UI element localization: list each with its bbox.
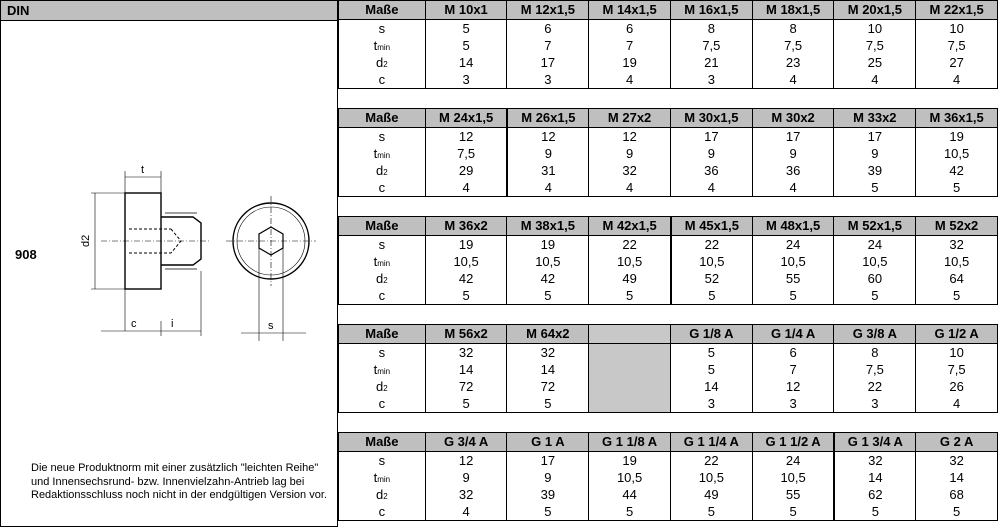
table-cell: 55: [752, 486, 834, 503]
table-cell: 4: [506, 179, 588, 196]
table-cell: 7: [752, 361, 834, 378]
row-label-text: c: [378, 72, 386, 87]
row-label: [339, 378, 425, 395]
table-cell: 10,5: [915, 253, 997, 270]
table-row: [339, 253, 997, 270]
table-cell: 10,5: [425, 253, 507, 270]
table-cell: [588, 395, 670, 412]
table-cell: 5: [752, 287, 834, 304]
table-row: [339, 145, 997, 162]
table-cell: 4: [425, 503, 507, 520]
table-cell: 7,5: [670, 37, 752, 54]
table-cell: 5: [670, 287, 752, 304]
row-label: [339, 217, 425, 235]
row-label-text: t: [373, 470, 378, 485]
row-label-text: d: [376, 55, 384, 70]
table-cell: 27: [915, 54, 997, 71]
table-cell: 19: [915, 128, 997, 145]
table-cell: 22: [833, 378, 915, 395]
size-header-cell: M 36x1,5: [915, 109, 997, 127]
size-table-group: [338, 324, 998, 413]
table-cell: 4: [425, 179, 507, 196]
size-header-cell: M 26x1,5: [506, 109, 588, 127]
table-cell: 5: [425, 37, 507, 54]
table-cell: 60: [833, 270, 915, 287]
table-cell: 4: [915, 395, 997, 412]
size-header-cell: M 38x1,5: [506, 217, 588, 235]
size-table-group: [338, 108, 998, 197]
table-cell: 10,5: [915, 145, 997, 162]
table-row: [339, 395, 997, 412]
row-label: [339, 361, 425, 378]
table-cell: 9: [670, 145, 752, 162]
table-row: [339, 54, 997, 71]
table-cell: 7: [588, 37, 670, 54]
size-header-cell: M 14x1,5: [588, 1, 670, 19]
row-label-subscript: 2: [383, 276, 388, 285]
row-label: [339, 179, 425, 196]
table-cell: 7,5: [915, 37, 997, 54]
table-cell: 14: [833, 469, 915, 486]
table-cell: 4: [752, 179, 834, 196]
row-label: [339, 128, 425, 145]
din-header: [1, 1, 337, 21]
table-cell: 8: [752, 20, 834, 37]
size-header-cell: M 20x1,5: [833, 1, 915, 19]
table-cell: 6: [588, 20, 670, 37]
table-header-row: [339, 217, 997, 236]
table-cell: 3: [670, 395, 752, 412]
table-cell: 9: [833, 145, 915, 162]
size-table-group: [338, 216, 998, 305]
table-cell: 5: [670, 344, 752, 361]
table-cell: 10,5: [506, 253, 588, 270]
size-header-cell: M 48x1,5: [752, 217, 834, 235]
table-cell: 32: [588, 162, 670, 179]
size-header-cell: G 1/4 A: [752, 325, 834, 343]
dim-c-label: c: [131, 318, 137, 330]
table-cell: 6: [752, 344, 834, 361]
row-label-text: c: [378, 180, 386, 195]
size-header-cell: M 52x1,5: [833, 217, 915, 235]
row-label-text: Maße: [365, 326, 399, 341]
table-cell: 42: [506, 270, 588, 287]
size-header-cell: M 36x2: [425, 217, 507, 235]
table-cell: 14: [670, 378, 752, 395]
table-row: [339, 20, 997, 37]
table-cell: 4: [588, 179, 670, 196]
table-cell: 4: [588, 71, 670, 88]
table-row: [339, 344, 997, 361]
row-label: [339, 469, 425, 486]
table-cell: 24: [833, 236, 915, 253]
row-label-subscript: min: [377, 367, 391, 376]
table-cell: 4: [915, 71, 997, 88]
row-label-subscript: min: [377, 475, 391, 484]
table-cell: 44: [588, 486, 670, 503]
row-label: [339, 270, 425, 287]
table-cell: 9: [588, 145, 670, 162]
table-cell: 3: [752, 395, 834, 412]
row-label: [339, 433, 425, 451]
table-cell: 5: [506, 395, 588, 412]
table-cell: 72: [506, 378, 588, 395]
size-header-cell: G 1 3/4 A: [833, 433, 915, 451]
table-cell: 64: [915, 270, 997, 287]
table-cell: 25: [833, 54, 915, 71]
table-cell: 49: [588, 270, 670, 287]
size-header-cell: M 42x1,5: [588, 217, 670, 235]
table-cell: 72: [425, 378, 507, 395]
row-label-subscript: min: [377, 151, 391, 160]
table-row: [339, 236, 997, 253]
row-label-text: s: [378, 345, 386, 360]
table-cell: 7: [506, 37, 588, 54]
table-cell: 26: [915, 378, 997, 395]
table-cell: 5: [425, 20, 507, 37]
table-cell: 12: [752, 378, 834, 395]
table-cell: 10,5: [752, 469, 834, 486]
table-cell: [588, 361, 670, 378]
table-cell: 29: [425, 162, 507, 179]
row-label: [339, 253, 425, 270]
table-cell: 5: [425, 287, 507, 304]
row-label-text: d: [376, 271, 384, 286]
table-cell: 14: [915, 469, 997, 486]
table-row: [339, 361, 997, 378]
size-header-cell: M 18x1,5: [752, 1, 834, 19]
table-cell: 12: [588, 128, 670, 145]
table-cell: 5: [588, 503, 670, 520]
size-header-cell: M 16x1,5: [670, 1, 752, 19]
row-label-text: Maße: [365, 218, 399, 233]
size-header-cell: [588, 325, 670, 343]
row-label-text: c: [378, 288, 386, 303]
table-row: [339, 469, 997, 486]
table-cell: 19: [588, 452, 670, 469]
size-table-group: [338, 432, 998, 521]
table-cell: 4: [670, 179, 752, 196]
table-header-row: [339, 1, 997, 20]
table-cell: 17: [752, 128, 834, 145]
table-cell: 21: [670, 54, 752, 71]
table-cell: 3: [833, 395, 915, 412]
row-label-subscript: 2: [383, 60, 388, 69]
table-cell: 6: [506, 20, 588, 37]
row-label-subscript: 2: [383, 492, 388, 501]
table-cell: 22: [588, 236, 670, 253]
table-cell: 55: [752, 270, 834, 287]
table-cell: 5: [915, 179, 997, 196]
size-header-cell: M 30x2: [752, 109, 834, 127]
table-row: [339, 378, 997, 395]
row-label-text: s: [378, 237, 386, 252]
size-header-cell: M 33x2: [833, 109, 915, 127]
row-label: [339, 344, 425, 361]
row-label-subscript: 2: [383, 168, 388, 177]
table-cell: 49: [670, 486, 752, 503]
table-cell: 12: [425, 128, 507, 145]
table-cell: 12: [506, 128, 588, 145]
row-label-text: Maße: [365, 434, 399, 449]
table-cell: 32: [506, 344, 588, 361]
row-label-text: Maße: [365, 110, 399, 125]
size-header-cell: G 3/8 A: [833, 325, 915, 343]
table-cell: 5: [425, 395, 507, 412]
table-cell: 23: [752, 54, 834, 71]
table-cell: 14: [506, 361, 588, 378]
table-cell: 5: [506, 287, 588, 304]
row-label: [339, 287, 425, 304]
size-header-cell: G 1 1/4 A: [670, 433, 752, 451]
table-cell: 19: [506, 236, 588, 253]
size-header-cell: G 1 A: [506, 433, 588, 451]
table-cell: 12: [425, 452, 507, 469]
row-label: [339, 503, 425, 520]
row-label-text: t: [373, 146, 378, 161]
table-cell: 7,5: [752, 37, 834, 54]
table-cell: 5: [833, 179, 915, 196]
size-header-cell: G 1 1/8 A: [588, 433, 670, 451]
row-label: [339, 325, 425, 343]
size-header-cell: M 27x2: [588, 109, 670, 127]
table-cell: 32: [915, 452, 997, 469]
table-cell: 22: [670, 236, 752, 253]
size-header-cell: M 30x1,5: [670, 109, 752, 127]
table-cell: 8: [833, 344, 915, 361]
size-header-cell: M 45x1,5: [670, 217, 752, 235]
size-header-cell: M 10x1: [425, 1, 507, 19]
table-cell: 4: [752, 71, 834, 88]
dim-t-label: t: [141, 164, 145, 176]
table-row: [339, 503, 997, 520]
row-label-text: c: [378, 396, 386, 411]
table-cell: 32: [833, 452, 915, 469]
product-norm-note: Die neue Produktnorm mit einer zusätzlich "leichten Reihe" und Innensechsrund- bzw. Innenvielzahn-Antrieb lag bei Redaktionsschluss noch nicht in der endgültigen Version vor.: [31, 462, 327, 501]
table-cell: 5: [752, 503, 834, 520]
table-cell: 22: [670, 452, 752, 469]
table-cell: 5: [915, 503, 997, 520]
row-label: [339, 145, 425, 162]
table-cell: 19: [425, 236, 507, 253]
table-cell: 5: [670, 503, 752, 520]
dim-d2-label: d2: [80, 234, 92, 247]
table-cell: [588, 378, 670, 395]
dim-i-label: i: [171, 318, 174, 330]
row-label-text: d: [376, 487, 384, 502]
table-row: [339, 179, 997, 196]
table-cell: 9: [425, 469, 507, 486]
left-panel: [0, 0, 338, 527]
table-cell: 14: [425, 361, 507, 378]
table-cell: 17: [506, 54, 588, 71]
size-header-cell: M 52x2: [915, 217, 997, 235]
table-cell: 8: [670, 20, 752, 37]
row-label: [339, 54, 425, 71]
table-cell: 5: [833, 287, 915, 304]
table-header-row: [339, 109, 997, 128]
table-cell: 24: [752, 452, 834, 469]
table-cell: 10,5: [833, 253, 915, 270]
table-cell: 10: [915, 20, 997, 37]
table-cell: 4: [833, 71, 915, 88]
table-cell: [588, 344, 670, 361]
row-label: [339, 236, 425, 253]
table-cell: 42: [915, 162, 997, 179]
row-label-text: s: [378, 129, 386, 144]
table-row: [339, 270, 997, 287]
table-cell: 5: [833, 503, 915, 520]
table-cell: 62: [833, 486, 915, 503]
table-row: [339, 128, 997, 145]
row-label: [339, 37, 425, 54]
din-label: DIN: [7, 3, 30, 18]
table-cell: 17: [833, 128, 915, 145]
row-label: [339, 486, 425, 503]
table-cell: 42: [425, 270, 507, 287]
row-label: [339, 162, 425, 179]
row-label: [339, 452, 425, 469]
table-cell: 10,5: [752, 253, 834, 270]
table-row: [339, 71, 997, 88]
table-cell: 24: [752, 236, 834, 253]
table-cell: 9: [506, 469, 588, 486]
table-header-row: [339, 325, 997, 344]
row-label-text: d: [376, 163, 384, 178]
table-cell: 17: [506, 452, 588, 469]
table-cell: 7,5: [833, 361, 915, 378]
table-cell: 7,5: [833, 37, 915, 54]
table-cell: 39: [833, 162, 915, 179]
size-header-cell: G 2 A: [915, 433, 997, 451]
row-label: [339, 71, 425, 88]
table-cell: 3: [425, 71, 507, 88]
table-cell: 36: [752, 162, 834, 179]
table-header-row: [339, 433, 997, 452]
table-cell: 52: [670, 270, 752, 287]
table-cell: 3: [670, 71, 752, 88]
table-cell: 5: [915, 287, 997, 304]
table-cell: 10,5: [588, 469, 670, 486]
row-label: [339, 395, 425, 412]
table-cell: 10: [915, 344, 997, 361]
table-cell: 32: [425, 344, 507, 361]
size-header-cell: G 1 1/2 A: [752, 433, 834, 451]
table-cell: 10: [833, 20, 915, 37]
table-cell: 10,5: [670, 469, 752, 486]
table-cell: 32: [915, 236, 997, 253]
size-header-cell: M 12x1,5: [506, 1, 588, 19]
table-cell: 10,5: [670, 253, 752, 270]
size-table-group: [338, 0, 998, 89]
dim-s-label: s: [268, 320, 274, 332]
table-cell: 17: [670, 128, 752, 145]
table-cell: 14: [425, 54, 507, 71]
table-cell: 19: [588, 54, 670, 71]
size-header-cell: M 64x2: [506, 325, 588, 343]
table-cell: 3: [506, 71, 588, 88]
table-row: [339, 486, 997, 503]
size-header-cell: G 1/8 A: [670, 325, 752, 343]
row-label-text: s: [378, 21, 386, 36]
row-label-subscript: min: [377, 259, 391, 268]
size-header-cell: G 3/4 A: [425, 433, 507, 451]
size-header-cell: M 22x1,5: [915, 1, 997, 19]
row-label: [339, 109, 425, 127]
table-row: [339, 287, 997, 304]
table-cell: 7,5: [915, 361, 997, 378]
row-label-subscript: min: [377, 43, 391, 52]
row-label-subscript: 2: [383, 384, 388, 393]
table-cell: 32: [425, 486, 507, 503]
table-cell: 68: [915, 486, 997, 503]
table-row: [339, 37, 997, 54]
row-label: [339, 20, 425, 37]
table-cell: 39: [506, 486, 588, 503]
row-label-text: c: [378, 504, 386, 519]
row-label-text: t: [373, 362, 378, 377]
row-label: [339, 1, 425, 19]
din-number: 908: [15, 247, 37, 262]
table-cell: 5: [588, 287, 670, 304]
table-row: [339, 162, 997, 179]
table-row: [339, 452, 997, 469]
row-label-text: d: [376, 379, 384, 394]
size-header-cell: G 1/2 A: [915, 325, 997, 343]
row-label-text: s: [378, 453, 386, 468]
size-header-cell: M 24x1,5: [425, 109, 507, 127]
screw-plug-drawing: [61, 151, 331, 351]
table-cell: 10,5: [588, 253, 670, 270]
table-cell: 9: [752, 145, 834, 162]
table-cell: 7,5: [425, 145, 507, 162]
table-cell: 9: [506, 145, 588, 162]
table-cell: 36: [670, 162, 752, 179]
row-label-text: t: [373, 254, 378, 269]
row-label-text: Maße: [365, 2, 399, 17]
row-label-text: t: [373, 38, 378, 53]
table-cell: 5: [506, 503, 588, 520]
size-header-cell: M 56x2: [425, 325, 507, 343]
table-cell: 5: [670, 361, 752, 378]
table-cell: 31: [506, 162, 588, 179]
